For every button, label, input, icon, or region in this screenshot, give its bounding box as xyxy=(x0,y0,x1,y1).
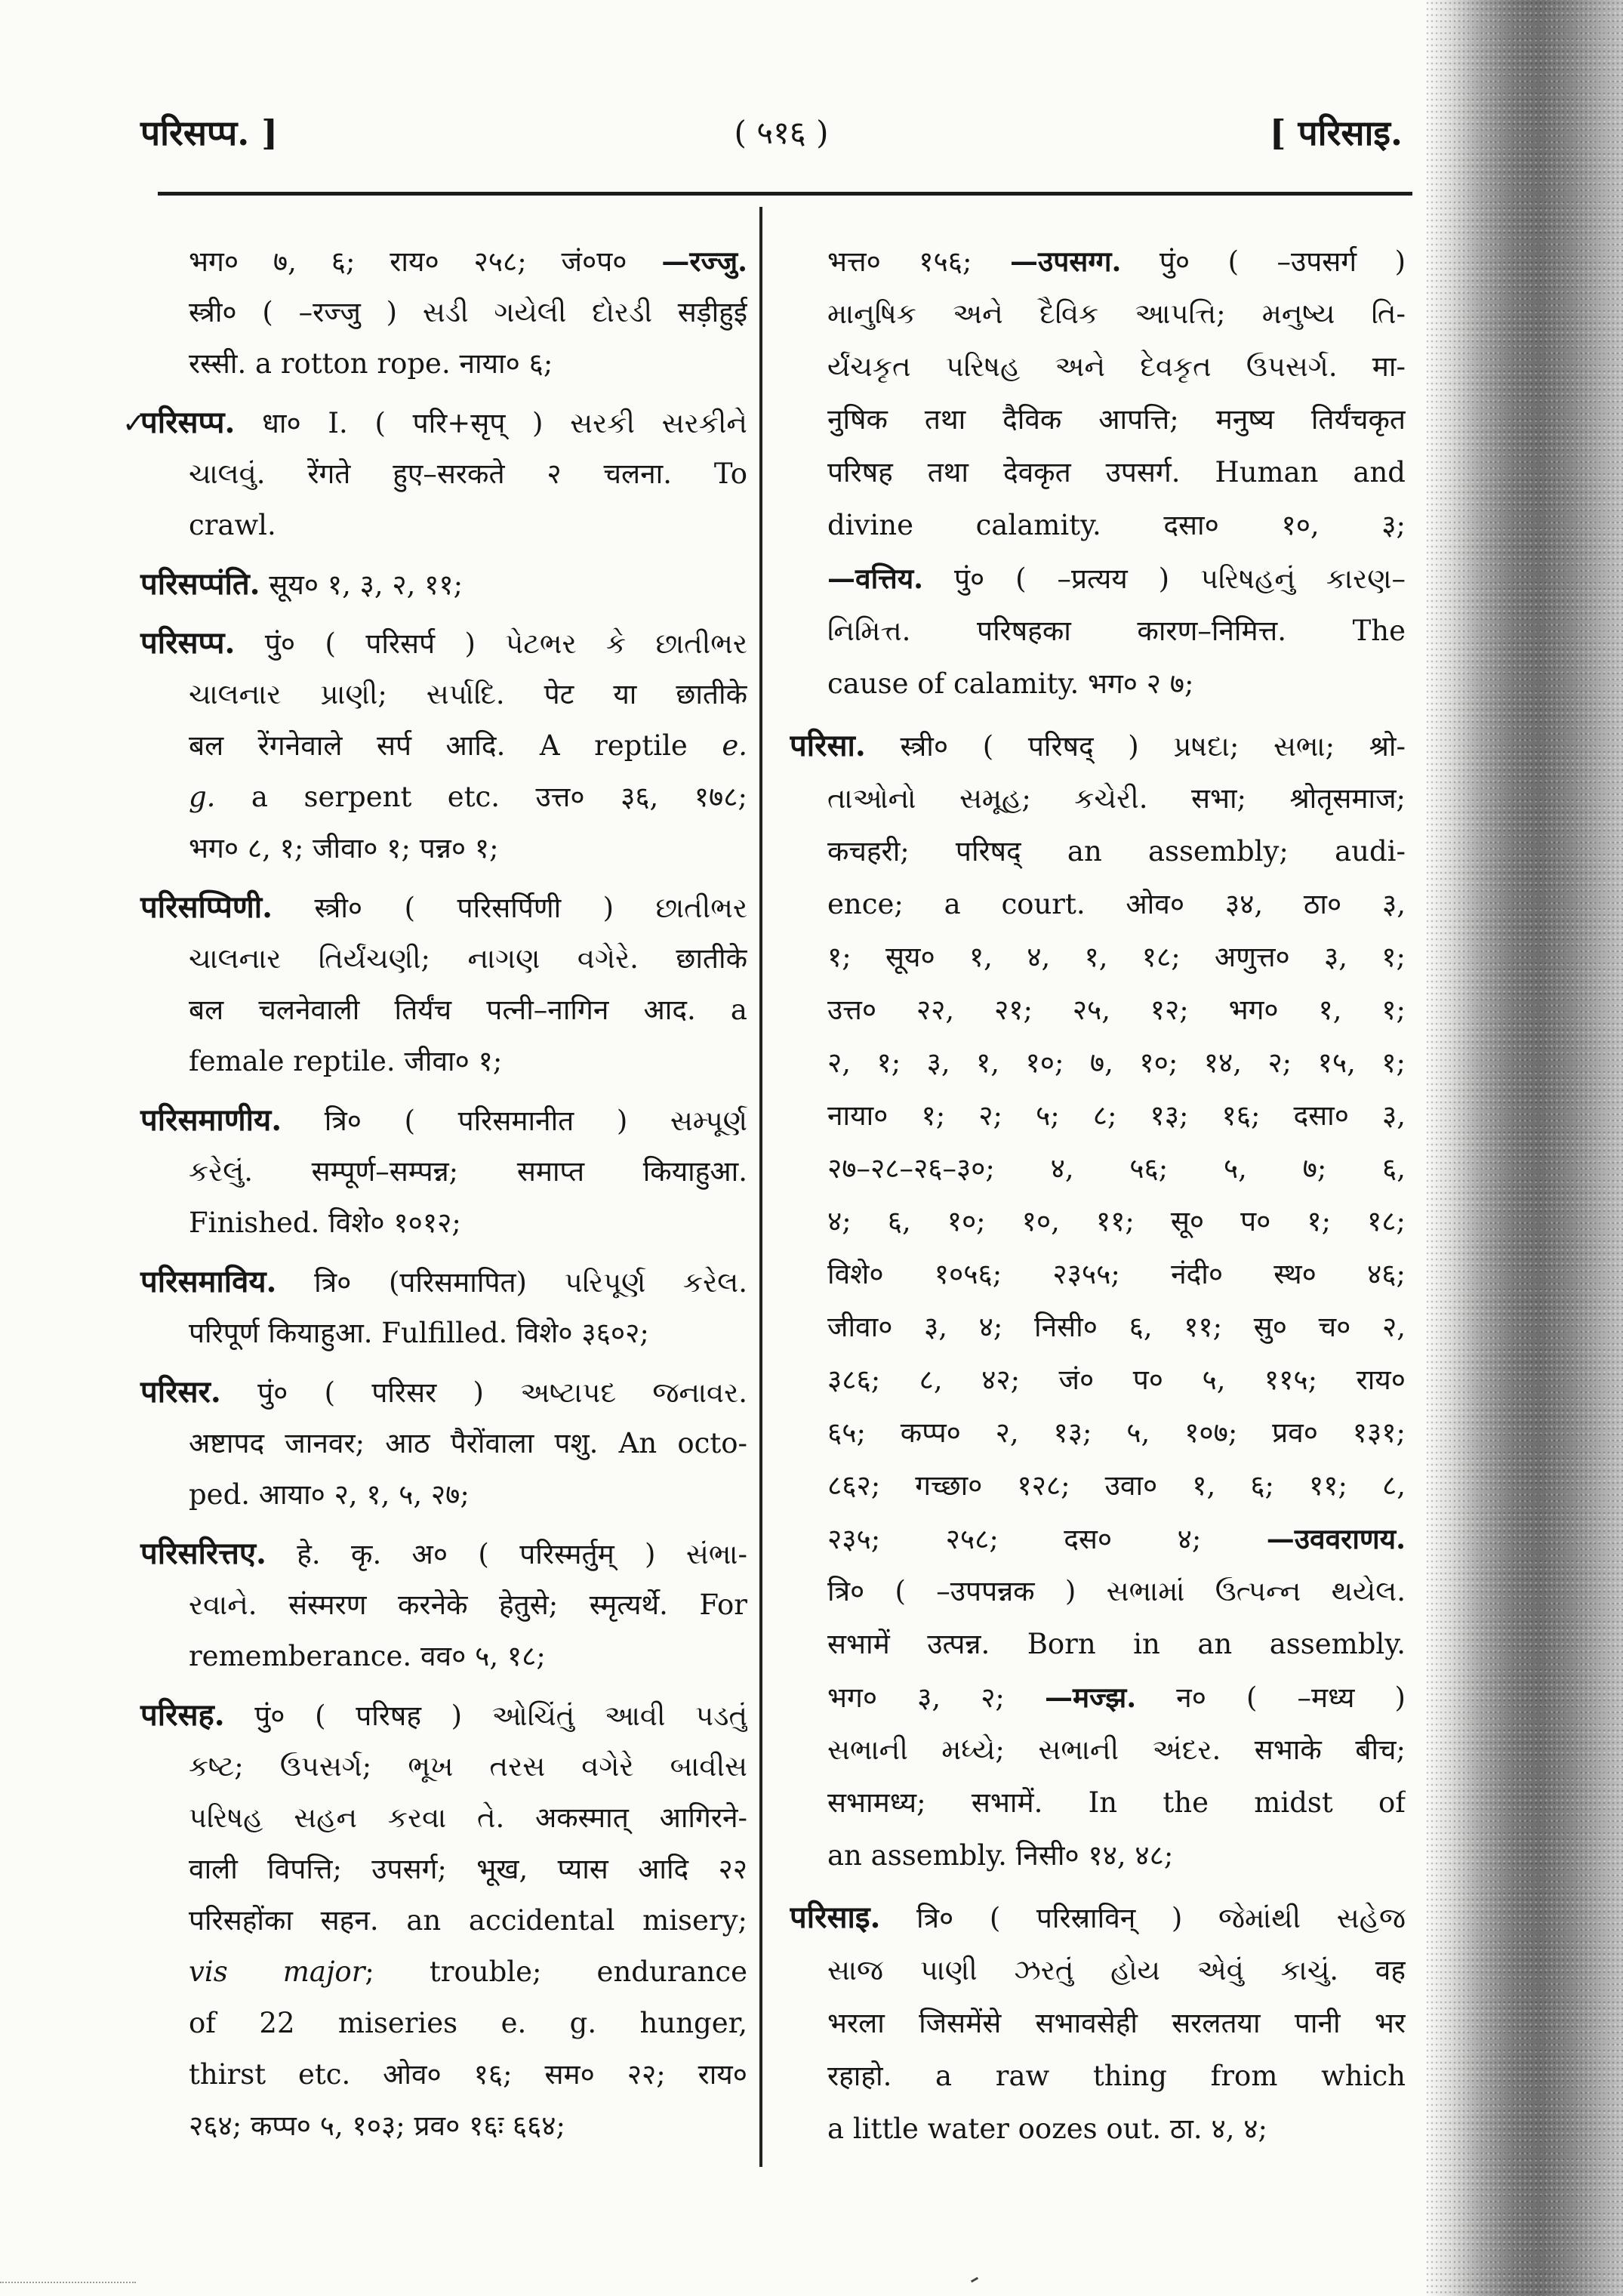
entry-line xyxy=(790,931,1406,984)
entry-text: त्रि० ( परिस्राविन् ) જેમાંથી સહેજ xyxy=(880,1902,1406,1934)
entry-text: २७–२८–२६–३०; ४, ५६; ५, ७; ६, xyxy=(827,1152,1406,1185)
headword: परिसह. xyxy=(140,1697,225,1733)
check-mark: ✓ xyxy=(122,407,146,439)
entry-line xyxy=(140,1690,747,1741)
entry-line xyxy=(140,823,747,874)
entry-line xyxy=(140,1256,747,1308)
entry-line xyxy=(790,1354,1406,1407)
entry-line xyxy=(140,2049,747,2100)
entry-line xyxy=(790,235,1406,288)
entry-text: ६५; कप्प० २, १३; ५, १०७; प्रव० १३१; xyxy=(827,1416,1406,1449)
entry-line xyxy=(140,1036,747,1087)
column-divider xyxy=(759,207,762,2167)
dictionary-entry xyxy=(122,397,747,551)
sub-headword: —वत्तिय. xyxy=(827,562,924,595)
entry-line xyxy=(790,1195,1406,1248)
entry-text: સાજ પાણી ઝરતું હોય એવું કાચું. वह xyxy=(827,1954,1406,1986)
dictionary-entry xyxy=(790,720,1406,1882)
entry-text: કષ્ટ; ઉપસર્ગ; ભૂખ તરસ વગેરે બાવીસ xyxy=(189,1750,747,1783)
scan-dotted-mark xyxy=(0,2282,136,2283)
entry-text: रस्सी. a rotton rope. नाया० ६; xyxy=(189,347,553,380)
dictionary-entry xyxy=(140,559,747,610)
entry-line xyxy=(140,1946,747,1998)
scan-shadow-edge xyxy=(1425,0,1623,2296)
entry-text: त्रि० ( –उपपन्नक ) સભામાં ઉત્પન્ન થયેલ. xyxy=(827,1575,1406,1607)
entry-text: રવાને. संस्मरण करनेके हेतुसे; स्मृत्यर्थे. For xyxy=(189,1589,747,1621)
entry-line xyxy=(790,1997,1406,2050)
dictionary-entry xyxy=(140,1690,747,2152)
entry-text: ४; ६, १०; १०, ११; सू० प० १; १८; xyxy=(827,1205,1406,1237)
entry-text: नाया० १; २; ५; ८; १३; १६; दसा० ३, xyxy=(827,1099,1406,1132)
dictionary-entry xyxy=(140,1256,747,1359)
entry-line xyxy=(790,1565,1406,1618)
entry-text: ચાલનાર તિર્યંચણી; નાગણ વગેરે. छातीके xyxy=(189,942,747,975)
entry-text: बल रेंगनेवाले सर्प आदि. A reptile xyxy=(189,729,722,762)
entry-text: a serpent etc. उत्त० ३६, १७८; xyxy=(215,781,747,813)
entry-text: divine calamity. दसा० १०, ३; xyxy=(827,509,1406,541)
entry-text: નિમિત્ત. परिषहका कारण–निमित्त. The xyxy=(827,615,1406,647)
dictionary-entry xyxy=(140,236,747,390)
entry-line xyxy=(790,446,1406,499)
header-rule xyxy=(158,192,1412,196)
entry-line xyxy=(790,1512,1406,1565)
entry-text: जीवा० ३, ४; निसी० ६, ११; सु० च० २, xyxy=(827,1311,1406,1343)
headword: परिसरित्तए. xyxy=(140,1536,266,1571)
entry-line xyxy=(140,559,747,610)
entry-line xyxy=(790,2103,1406,2156)
entry-text: स्त्री० ( परिसर्पिणी ) છાતીભર xyxy=(273,892,747,924)
entry-line xyxy=(790,772,1406,825)
entry-text: ped. आया० २, १, ५, २७; xyxy=(189,1478,470,1511)
entry-text: ८६२; गच्छा० १२८; उवा० १, ६; ११; ८, xyxy=(827,1469,1406,1502)
entry-text: a little water oozes out. ठा. ४, ४; xyxy=(827,2113,1267,2145)
entry-line xyxy=(790,1142,1406,1195)
entry-line xyxy=(140,985,747,1036)
entry-text: अष्टापद जानवर; आठ पैरोंवाला पशु. An octo- xyxy=(189,1427,747,1459)
entry-line xyxy=(790,552,1406,605)
entry-text: ३८६; ८, ४२; जं० प० ५, ११५; राय० xyxy=(827,1364,1406,1396)
entry-text: ચાલનાર પ્રાણી; સર્પાદિ. पेट या छातीके xyxy=(189,678,747,710)
italic-text: g. xyxy=(189,781,216,813)
entry-line xyxy=(140,772,747,823)
entry-text: हे. कृ. अ० ( परिस्मर्तुम् ) સંભા- xyxy=(266,1538,747,1570)
entry-line xyxy=(140,448,747,500)
entry-line xyxy=(122,397,747,448)
entry-text: पुं० ( –उपसर्ग ) xyxy=(1121,245,1406,278)
entry-line xyxy=(140,1308,747,1359)
entry-line xyxy=(140,1792,747,1844)
entry-text: an assembly. निसी० १४, ४८; xyxy=(827,1839,1174,1872)
headword: परिसमाविय. xyxy=(140,1264,277,1299)
entry-text: परिषह तथा देवकृत उपसर्ग. Human and xyxy=(827,456,1406,488)
entry-text: वाली विपत्ति; उपसर्ग; भूख, प्यास आदि २२ xyxy=(189,1853,747,1885)
entry-text: તાઓનો સમૂહ; કચેરી. सभा; श्रोतृसमाज; xyxy=(827,782,1406,815)
entry-text: त्रि० (परिसमापित) પરિપૂર્ણ કરેલ. xyxy=(276,1266,747,1299)
entry-line xyxy=(790,1407,1406,1459)
entry-text: भरला जिसमेंसे सभावसेही सरलतया पानी भर xyxy=(827,2007,1406,2039)
entry-line xyxy=(140,500,747,551)
sub-headword: —उपसग्ग. xyxy=(1009,245,1122,278)
entry-line xyxy=(140,1469,747,1521)
entry-line xyxy=(140,618,747,669)
entry-text: २३५; २५८; दस० ४; xyxy=(827,1523,1267,1555)
entry-text: न० ( –मध्य ) xyxy=(1136,1681,1406,1714)
entry-text: परिसहोंका सहन. an accidental misery; xyxy=(189,1904,747,1937)
entry-line xyxy=(790,1891,1406,1944)
entry-line xyxy=(790,720,1406,772)
dictionary-entry xyxy=(140,1528,747,1682)
entry-text: पुं० ( –प्रत्यय ) પરિષહનું કારણ– xyxy=(923,562,1406,595)
entry-line xyxy=(140,1844,747,1895)
entry-line xyxy=(790,1944,1406,1997)
entry-text: પરિષહ સહન કરવા તે. अकस्मात् आगिरने- xyxy=(189,1801,747,1834)
entry-text: पुं० ( परिसर ) અષ્ટાપદ જનાવર. xyxy=(220,1376,747,1409)
entry-line xyxy=(790,1301,1406,1354)
entry-line xyxy=(140,236,747,287)
sub-headword: —रज्जु. xyxy=(661,245,747,278)
entry-text: of 22 miseries e. g. hunger, xyxy=(189,2007,747,2039)
entry-line xyxy=(790,1829,1406,1882)
italic-text: e. xyxy=(722,729,747,762)
entry-line xyxy=(140,669,747,720)
headword: परिसमाणीय. xyxy=(140,1102,282,1138)
entry-text: સભાની મધ્યે; સભાની અંદર. सभाके बीच; xyxy=(827,1734,1406,1766)
entry-text: भग० ७, ६; राय० २५८; जं०प० xyxy=(189,245,662,278)
running-head-right: [ परिसाइ. xyxy=(1269,112,1403,153)
entry-line xyxy=(790,393,1406,446)
entry-text: सभामध्य; सभामें. In the midst of xyxy=(827,1786,1406,1819)
entry-text: भग० ८, १; जीवा० १; पन्न० १; xyxy=(189,832,499,864)
entry-line xyxy=(140,287,747,338)
dictionary-entry xyxy=(790,235,1406,710)
entry-line xyxy=(140,1146,747,1197)
entry-line xyxy=(790,984,1406,1037)
entry-line xyxy=(140,882,747,933)
headword: परिसप्प. xyxy=(140,405,236,440)
entry-text: ર્યંચકૃત પરિષહ અને દેવકૃત ઉપસર્ગ. मा- xyxy=(827,350,1406,383)
entry-text: rememberance. वव० ५, १८; xyxy=(189,1640,546,1672)
entry-line xyxy=(790,2050,1406,2103)
entry-line xyxy=(790,825,1406,878)
entry-line xyxy=(790,1724,1406,1777)
entry-line xyxy=(140,1418,747,1469)
headword: परिसप्प. xyxy=(140,625,236,661)
headword: परिसप्पिणी. xyxy=(140,889,273,925)
headword: परिसर. xyxy=(140,1374,221,1410)
dictionary-entry xyxy=(790,1891,1406,2156)
dictionary-entry xyxy=(140,882,747,1087)
headword: परिसप्पंति. xyxy=(140,566,260,602)
entry-text: Finished. विशे० १०१२; xyxy=(189,1207,461,1239)
entry-line xyxy=(140,2100,747,2152)
entry-text: १; सूय० १, ४, १, १८; अणुत्त० ३, १; xyxy=(827,941,1406,973)
entry-text: भत्त० १५६; xyxy=(827,245,1010,278)
entry-line xyxy=(140,1895,747,1946)
entry-text: सूय० १, ३, २, ११; xyxy=(260,569,463,601)
entry-text: सभामें उत्पन्न. Born in an assembly. xyxy=(827,1628,1406,1660)
entry-text: धा० I. ( परि+सृप् ) સરકી સરકીને xyxy=(235,407,747,439)
entry-line xyxy=(790,341,1406,393)
entry-text: भग० ३, २; xyxy=(827,1681,1045,1714)
entry-text: માનુષિક અને દૈવિક આપત્તિ; મનુષ્ય તિ- xyxy=(827,297,1406,330)
entry-line xyxy=(140,933,747,985)
entry-text: स्त्री० ( परिषद् ) પ્રષદા; સભા; श्रो- xyxy=(865,730,1406,763)
entry-text: female reptile. जीवा० १; xyxy=(189,1045,503,1077)
scan-tick-mark xyxy=(971,2277,978,2283)
dictionary-entry xyxy=(140,1367,747,1521)
sub-headword: —उववराणय. xyxy=(1266,1522,1406,1555)
entry-text: २, १; ३, १, १०; ७, १०; १४, २; १५, १; xyxy=(827,1046,1406,1079)
entry-text: ence; a court. ओव० ३४, ठा० ३, xyxy=(827,888,1406,920)
entry-line xyxy=(140,1998,747,2049)
entry-line xyxy=(790,658,1406,710)
entry-text: કરેલું. सम्पूर्ण–सम्पन्न; समाप्त कियाहुआ. xyxy=(189,1155,747,1188)
entry-text: त्रि० ( परिसमानीत ) સમ્પૂર્ણ xyxy=(282,1105,747,1137)
entry-line xyxy=(140,338,747,390)
entry-line xyxy=(140,1631,747,1682)
entry-line xyxy=(790,499,1406,552)
entry-text: विशे० १०५६; २३५५; नंदी० स्थ० ४६; xyxy=(827,1258,1406,1290)
entry-line xyxy=(790,1037,1406,1089)
entry-text: पुं० ( परिसर्प ) પેટભર કે છાતીભર xyxy=(235,627,747,660)
entry-text: बल चलनेवाली तिर्यंच पत्नी–नागिन आद. a xyxy=(189,994,747,1026)
entry-line xyxy=(790,1777,1406,1829)
entry-line xyxy=(140,1741,747,1792)
right-column xyxy=(790,235,1406,2168)
sub-headword: —मज्झ. xyxy=(1044,1681,1137,1714)
entry-text: कचहरी; परिषद् an assembly; audi- xyxy=(827,835,1406,868)
headword: परिसाइ. xyxy=(790,1900,881,1935)
entry-text: स्त्री० ( –रज्जु ) સડી ગયેલી દોરડી सड़ीहुई xyxy=(189,296,747,328)
entry-line xyxy=(790,878,1406,931)
entry-text: पुं० ( परिषह ) ઓચિંતું આવી પડતું xyxy=(224,1700,747,1732)
entry-line xyxy=(140,1367,747,1418)
entry-text: उत्त० २२, २१; २५, १२; भग० १, १; xyxy=(827,994,1406,1026)
entry-line xyxy=(790,605,1406,658)
entry-line xyxy=(790,1671,1406,1724)
entry-text: ; trouble; endurance xyxy=(365,1955,747,1988)
entry-text: crawl. xyxy=(189,509,276,541)
entry-text: cause of calamity. भग० २ ७; xyxy=(827,667,1194,700)
entry-line xyxy=(140,1528,747,1579)
entry-text: परिपूर्ण कियाहुआ. Fulfilled. विशे० ३६०२; xyxy=(189,1317,649,1349)
entry-text: ચાલવું. रेंगते हुए–सरकते २ चलना. To xyxy=(189,458,747,490)
dictionary-entry xyxy=(140,618,747,874)
running-head-left: परिसप्प. ] xyxy=(140,112,279,153)
entry-line xyxy=(140,1197,747,1249)
entry-line xyxy=(790,288,1406,341)
italic-text: vis major xyxy=(189,1955,365,1988)
entry-text: नुषिक तथा दैविक आपत्ति; मनुष्य तिर्यंचकृत xyxy=(827,403,1406,436)
entry-line xyxy=(790,1459,1406,1512)
left-column xyxy=(119,236,747,2168)
entry-line xyxy=(790,1248,1406,1301)
entry-line xyxy=(140,1579,747,1631)
page-number: ( ५१६ ) xyxy=(734,114,829,151)
entry-text: रहाहो. a raw thing from which xyxy=(827,2060,1406,2092)
entry-text: thirst etc. ओव० १६; सम० २२; राय० xyxy=(189,2058,747,2091)
entry-line xyxy=(790,1618,1406,1671)
entry-line xyxy=(140,1095,747,1146)
entry-line xyxy=(140,720,747,772)
entry-line xyxy=(790,1089,1406,1142)
headword: परिसा. xyxy=(790,728,866,763)
dictionary-entry xyxy=(140,1095,747,1249)
entry-text: २६४; कप्प० ५, १०३; प्रव० १६ः ६६४; xyxy=(189,2110,566,2142)
